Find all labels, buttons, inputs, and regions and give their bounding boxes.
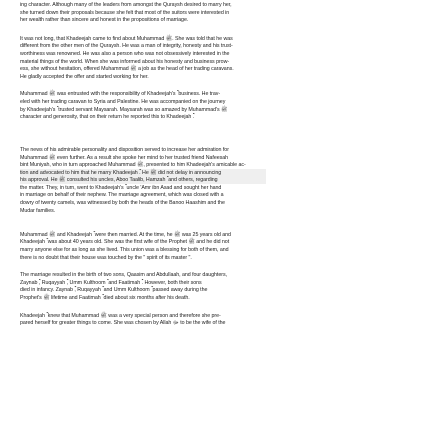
paragraph-intro: ing character. Although many of the leaders from amongst the Quraysh desired to marry her, she turned down their proposals because she felt that most of the suitors were interested in her wealth rather than sincere and honest in the propositions of marriage. bbox=[20, 2, 232, 24]
paragraph-khadeejah-learns: It was not long, that Khadeejah came to find about Muhammad ﷺ. She was told that he was different from the other men of the Quraysh. He was a man of integrity, honesty and his trust- worthiness was renowned. He was also a person who was not obsessively interested in the material things of the world. When she was informed about his honesty and business prow- ess, she without hesitation, offered Muhammad ﷺ a job as the head of her trading caravans. He gladly accepted the offer and started working for her. bbox=[20, 35, 234, 80]
paragraph-marriage-proposal: The news of his admirable personality and disposition served to increase her admiration for Muhammad ﷺ even further. As a result she spoke her mind to her trusted friend Nafeesah bint Muniyah, who in turn approached Muhammad ﷺ, presented to him Khadeejah's amicable ac- tion and advocated to him that he marry Khadeejah ؓ. He ﷺ did not delay in announcing his approval. He ﷺ consulted his uncles, Aboo Taalib, Hamzah ؓ and others, regarding the matter. They, in turn, went to Khadeejah's ؓ uncle 'Amr ibn Asad and sought her hand in marriage on behalf of their nephew. The marriage agreement, which was closed with a dowry of twenty camels, was witnessed by both the heads of the Banoo Haashim and the Mudar families. bbox=[20, 146, 246, 214]
paragraph-children: The marriage resulted in the birth of two sons, Qaasim and Abdullaah, and four daughters, Zaynab ؓ, Ruqayyah ؓ, Umm Kulthoom ؓ and Faatimah ؓ. However, both their sons died in infancy. Zaynab ؓ, Ruqayyah ؓ and Umm Kulthoom ؓ passed away during the Prophet's ﷺ lifetime and Faatimah ؓ died about six months after his death. bbox=[20, 272, 227, 301]
paragraph-marriage: Muhammad ﷺ and Khadeejah ؓ were then married. At the time, he ﷺ was 25 years old and Khadeejah ؓ was about 40 years old. She was the first wife of the Prophet ﷺ and he did not marry anyone else for as long as she lived. This union was a blessing for both of them, and there is no doubt that their house was touched by the " spirit of its master ". bbox=[20, 231, 231, 261]
paragraph-closing: Khadeejah ؓ knew that Muhammad ﷺ was a very special person and therefore she pre- pared herself for greater things to come. She was chosen by Allah ﷻ to be the wife of the bbox=[20, 312, 226, 327]
paragraph-marriage-proposal-wrap bbox=[20, 132, 404, 223]
paragraph-business-journey: Muhammad ﷺ was entrusted with the responsibility of Khadeejah's ؓ business. He trav- eled with her trading caravan to Syria and Palestine. He was accompanied on the journey by Khadeejah's ؓ trusted servant Maysarah. Maysarah was so amazed by Muhammad's ﷺ character and generosity, that on their return he reported this to Khadeejah ؓ. bbox=[20, 91, 228, 121]
